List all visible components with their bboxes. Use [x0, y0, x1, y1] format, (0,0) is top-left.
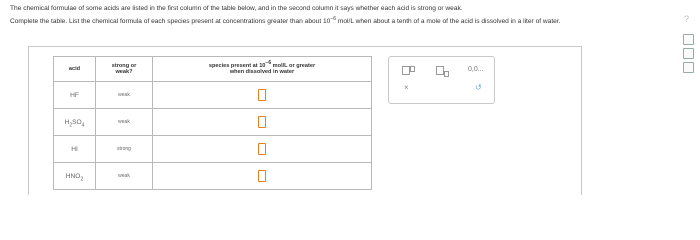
species-cell	[153, 109, 372, 136]
table-row	[54, 163, 372, 190]
species-answer-box[interactable]	[258, 170, 266, 182]
species-cell	[153, 163, 372, 190]
table-row	[54, 136, 372, 163]
acid-formula	[54, 109, 96, 136]
acid-strength: weak	[96, 109, 153, 136]
species-cell	[153, 82, 372, 109]
template-superscript-icon	[410, 66, 415, 72]
acid-strength: weak	[96, 82, 153, 109]
periodic-table-icon[interactable]	[683, 48, 694, 59]
formula-text: HNO	[65, 172, 81, 180]
header-strength-line-2: weak?	[115, 69, 133, 75]
help-icon[interactable]: ?	[684, 14, 690, 24]
acid-strength: strong	[96, 136, 153, 163]
table-header-row	[54, 57, 372, 82]
species-answer-box[interactable]	[258, 116, 266, 128]
instructions-line-2	[10, 15, 660, 27]
formula-tools-panel	[388, 56, 495, 104]
data-table-icon[interactable]	[683, 62, 694, 73]
header-acid: acid	[54, 57, 96, 82]
formula-text: SO	[72, 118, 82, 126]
header-species-line-2: when dissolved in water	[229, 69, 295, 75]
formula-subscript: 4	[81, 121, 85, 128]
template-box-icon	[402, 66, 410, 75]
instructions	[10, 5, 660, 30]
template-box-icon	[436, 66, 444, 75]
acid-table	[53, 56, 372, 190]
formula-subscript: 2	[69, 121, 73, 128]
instructions-exponent: −6	[330, 15, 337, 22]
species-answer-box[interactable]	[258, 143, 266, 155]
list-template-button[interactable]: 0,0...	[468, 66, 484, 73]
acid-formula	[54, 136, 96, 163]
header-strength-line-1: strong or	[111, 63, 137, 69]
calculator-icon[interactable]	[683, 34, 694, 45]
species-answer-box[interactable]	[258, 89, 266, 101]
formula-text: H	[64, 118, 70, 126]
table-row	[54, 82, 372, 109]
formula-text: HF	[70, 91, 79, 99]
formula-text: HI	[71, 145, 78, 153]
superscript-template-button[interactable]	[402, 66, 415, 77]
acid-strength: weak	[96, 163, 153, 190]
header-species-text: species present at 10	[208, 63, 266, 69]
template-subscript-icon	[444, 71, 449, 77]
clear-button[interactable]: ×	[404, 83, 409, 92]
table-row	[54, 109, 372, 136]
subscript-template-button[interactable]	[436, 66, 449, 77]
instructions-line-1: The chemical formulae of some acids are listed in the first column of the table below, and in the second column it says whether each acid is strong or weak.	[10, 5, 463, 12]
formula-subscript: 2	[80, 175, 84, 182]
acid-formula	[54, 163, 96, 190]
instructions-text: Complete the table. List the chemical formula of each species present at concentrations greater than about 10	[10, 17, 331, 25]
header-species-tail: mol/L or greater	[271, 63, 316, 69]
header-species-exponent: −6	[265, 60, 272, 67]
acid-formula	[54, 82, 96, 109]
instructions-text-tail: mol/L when about a tenth of a mole of the acid is dissolved in a liter of water.	[336, 17, 561, 25]
header-species	[153, 57, 372, 82]
species-cell	[153, 136, 372, 163]
header-strength	[96, 57, 153, 82]
undo-button[interactable]: ↺	[475, 83, 482, 92]
